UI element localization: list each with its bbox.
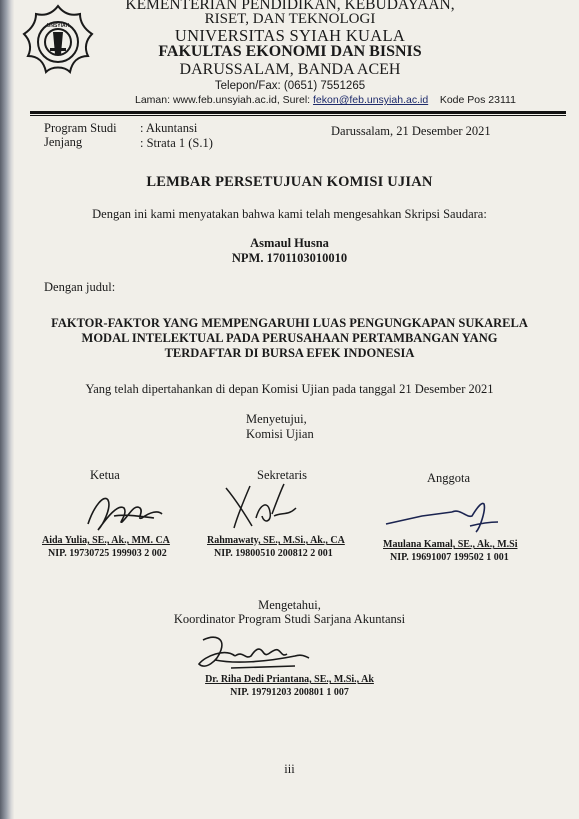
coordinator-position: Koordinator Program Studi Sarjana Akuntansi [173,612,406,626]
member-role: Anggota [427,471,471,485]
university-name: UNIVERSITAS SYIAH KUALA [174,26,406,45]
chair-role: Ketua [90,468,120,482]
secretary-name: Rahmawaty, SE., M.Si., Ak., CA [207,535,345,546]
student-name: Asmaul Husna [250,236,329,250]
coordinator-nip: NIP. 19791203 200801 1 007 [230,687,349,698]
page-number: iii [284,762,295,776]
phone-fax: Telepon/Fax: (0651) 7551265 [214,80,366,92]
secretary-role: Sekretaris [257,468,307,482]
ministry-line-1: KEMENTERIAN PENDIDIKAN, KEBUDAYAAN, [125,0,455,13]
level-label: Jenjang [44,135,83,149]
header-rule-thin [30,115,566,116]
thesis-title-line-3: TERDAFTAR DI BURSA EFEK INDONESIA [164,346,415,360]
document-title: LEMBAR PERSETUJUAN KOMISI UJIAN [146,174,433,190]
thesis-title-line-2: MODAL INTELEKTUAL PADA PERUSAHAAN PERTAMBANGAN YANG [81,331,498,345]
judul-label: Dengan judul: [44,280,116,294]
defended-statement: Yang telah dipertahankan di depan Komisi Ujian pada tanggal 21 Desember 2021 [85,382,494,396]
approved-label: Menyetujui, [246,412,307,426]
member-nip: NIP. 19691007 199502 1 001 [390,552,509,563]
committee-label: Komisi Ujian [246,427,314,441]
secretary-signature [222,478,302,536]
contact-line [135,94,515,106]
svg-text:UNSYIAH: UNSYIAH [46,23,70,29]
faculty-name: FAKULTAS EKONOMI DAN BISNIS [158,43,422,60]
coordinator-name: Dr. Riha Dedi Priantana, SE., M.Si., Ak [205,674,374,685]
university-seal-icon [20,2,96,80]
ministry-line-2: RISET, DAN TEKNOLOGI [204,11,376,27]
coordinator-signature [195,630,315,678]
chair-signature [78,486,168,536]
chair-nip: NIP. 19730725 199903 2 002 [48,548,167,559]
student-npm: NPM. 1701103010010 [231,251,348,265]
program-label: Program Studi [44,121,117,135]
member-signature [382,498,502,538]
postal-code: Kode Pos 23111 [439,94,516,106]
level-value: : Strata 1 (S.1) [140,136,213,150]
faculty-address: DARUSSALAM, BANDA ACEH [179,61,401,78]
chair-name: Aida Yulia, SE., Ak., MM. CA [42,535,170,546]
acknowledged-label: Mengetahui, [258,598,321,612]
thesis-title-line-1: FAKTOR-FAKTOR YANG MEMPENGARUHI LUAS PENGUNGKAPAN SUKARELA [51,316,528,330]
program-value: : Akuntansi [140,121,198,135]
statement-text: Dengan ini kami menyatakan bahwa kami telah mengesahkan Skripsi Saudara: [92,207,487,221]
member-name: Maulana Kamal, SE., Ak., M.Si [383,539,518,550]
secretary-nip: NIP. 19800510 200812 2 001 [214,548,333,559]
website-text: Laman: www.feb.unsyiah.ac.id, Surel: [135,94,314,106]
email-link[interactable]: fekon@feb.unsyiah.ac.id [313,94,429,106]
place-date: Darussalam, 21 Desember 2021 [331,124,491,138]
header-rule-thick [30,111,566,114]
